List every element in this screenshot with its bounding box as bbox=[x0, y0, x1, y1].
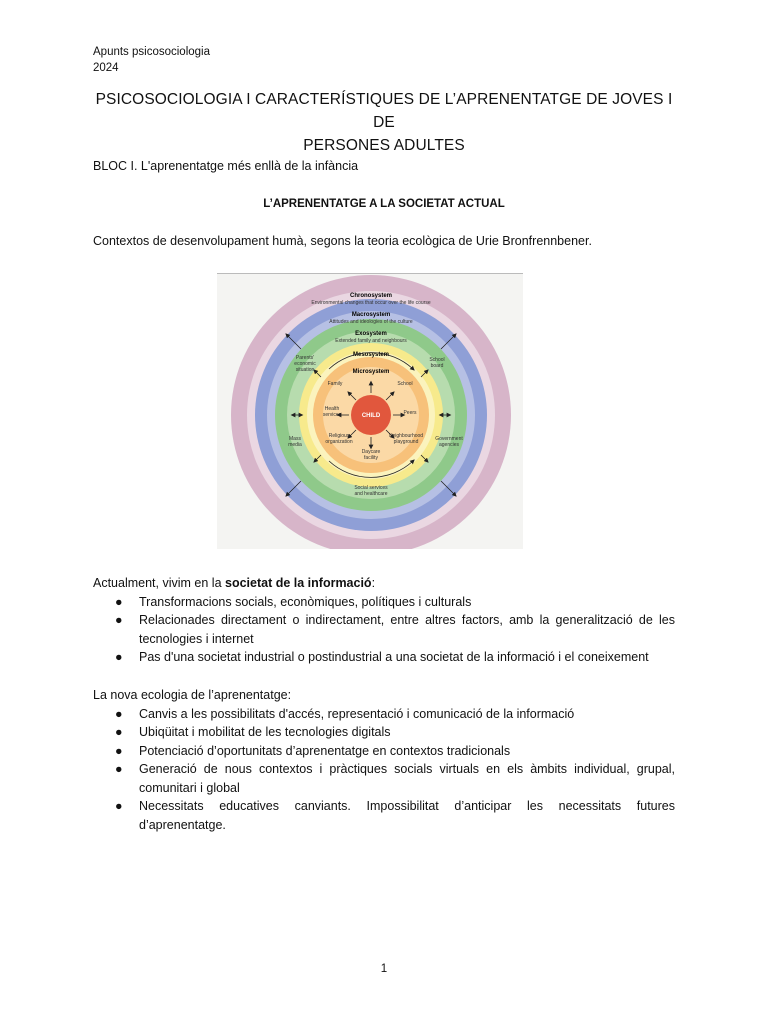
document-title bbox=[90, 88, 678, 157]
bullet-icon: ● bbox=[115, 594, 123, 609]
list-item: ● Ubiqüitat i mobilitat de les tecnologies digitals bbox=[93, 723, 675, 742]
section2-intro: La nova ecologia de l’aprenentatge: bbox=[93, 688, 292, 702]
section1-intro: Actualment, vivim en la societat de la informació: bbox=[93, 576, 376, 590]
list-item: ● Necessitats educatives canviants. Impossibilitat d’anticipar les necessitats futures d’aprenentatge. bbox=[115, 799, 675, 832]
list-item: ● Generació de nous contextos i pràctiques socials virtuals en els àmbits individual, grupal, comunitari i global bbox=[115, 762, 675, 795]
ecological-model-figure bbox=[217, 273, 523, 549]
label-family: Family bbox=[327, 381, 343, 387]
label-peers: Peers bbox=[403, 410, 417, 416]
label-gov-2: agencies bbox=[438, 442, 460, 448]
label-daycare-2: facility bbox=[364, 455, 378, 461]
exosystem-desc: Extended family and neighbours bbox=[335, 338, 407, 344]
section1-list bbox=[93, 593, 675, 667]
label-gov-1: Government bbox=[435, 436, 463, 442]
label-daycare-1: Daycare bbox=[361, 449, 381, 455]
mesosystem-label: Mesosystem bbox=[352, 352, 390, 358]
label-parents-3: situation bbox=[295, 367, 315, 373]
exosystem-label: Exosystem bbox=[355, 331, 387, 337]
bullet-icon: ● bbox=[115, 725, 123, 739]
learning-ecology-section bbox=[93, 686, 675, 834]
label-neigh-1: Neighbourhood bbox=[388, 433, 424, 439]
ecological-model-diagram bbox=[217, 273, 523, 549]
list-item: ● Canvis a les possibilitats d'accés, representació i comunicació de la informació bbox=[93, 705, 675, 724]
list-item: ● Relacionades directament o indirectament, entre altres factors, amb la generalització de les tecnologies i internet bbox=[115, 613, 675, 646]
chronosystem-desc: Environmental changes that occur over the life course bbox=[311, 300, 431, 306]
label-school: School bbox=[397, 381, 413, 387]
label-board-1: School bbox=[429, 357, 445, 363]
bloc-heading: BLOC I. L'aprenentatge més enllà de la infància bbox=[93, 159, 359, 173]
label-board-2: board bbox=[430, 363, 444, 369]
section1-intro-bold: societat de la informació bbox=[225, 576, 372, 590]
running-header bbox=[93, 44, 210, 76]
bullet-icon: ● bbox=[115, 799, 123, 813]
list-item: ● Potenciació d’oportunitats d’aprenentatge en contextos tradicionals bbox=[93, 742, 675, 761]
title-line-2: PERSONES ADULTES bbox=[303, 137, 465, 154]
bullet-icon: ● bbox=[115, 650, 123, 664]
section2-list bbox=[93, 705, 675, 835]
label-media-2: media bbox=[288, 442, 302, 448]
section-subtitle: L’APRENENTATGE A LA SOCIETAT ACTUAL bbox=[263, 198, 505, 210]
label-health-1: Health bbox=[324, 406, 340, 412]
bullet-icon: ● bbox=[115, 743, 123, 758]
child-label: CHILD bbox=[361, 413, 381, 419]
contexts-paragraph: Contextos de desenvolupament humà, segons la teoria ecològica de Urie Bronfrennbener. bbox=[93, 234, 592, 248]
list-item: ● Transformacions socials, econòmiques, polítiques i culturals bbox=[93, 593, 675, 612]
information-society-section bbox=[93, 574, 675, 667]
label-social-1: Social services bbox=[354, 485, 388, 491]
bullet-icon: ● bbox=[115, 613, 123, 627]
microsystem-label: Microsystem bbox=[352, 369, 390, 375]
label-religious-1: Religious bbox=[328, 433, 350, 439]
label-neigh-2: playground bbox=[393, 439, 419, 445]
header-course: Apunts psicosociologia bbox=[93, 46, 210, 58]
header-year: 2024 bbox=[93, 62, 119, 74]
label-parents-1: Parents' bbox=[295, 355, 315, 361]
page-number: 1 bbox=[380, 963, 388, 975]
label-media-1: Mass bbox=[289, 436, 301, 442]
label-religious-2: organization bbox=[325, 439, 353, 445]
label-health-2: services bbox=[322, 412, 342, 418]
macrosystem-desc: Attitudes and ideologies of the culture bbox=[329, 319, 413, 325]
chronosystem-label: Chronosystem bbox=[349, 293, 393, 299]
macrosystem-label: Macrosystem bbox=[351, 312, 391, 318]
title-line-1: PSICOSOCIOLOGIA I CARACTERÍSTIQUES DE L’APRENENTATGE DE JOVES I DE bbox=[95, 91, 673, 131]
list-item: ● Pas d'una societat industrial o postindustrial a una societat de la informació i el coneixement bbox=[93, 648, 675, 667]
label-parents-2: economic bbox=[294, 361, 316, 367]
bullet-icon: ● bbox=[115, 762, 123, 776]
label-social-2: and healthcare bbox=[354, 491, 388, 497]
bullet-icon: ● bbox=[115, 706, 123, 721]
